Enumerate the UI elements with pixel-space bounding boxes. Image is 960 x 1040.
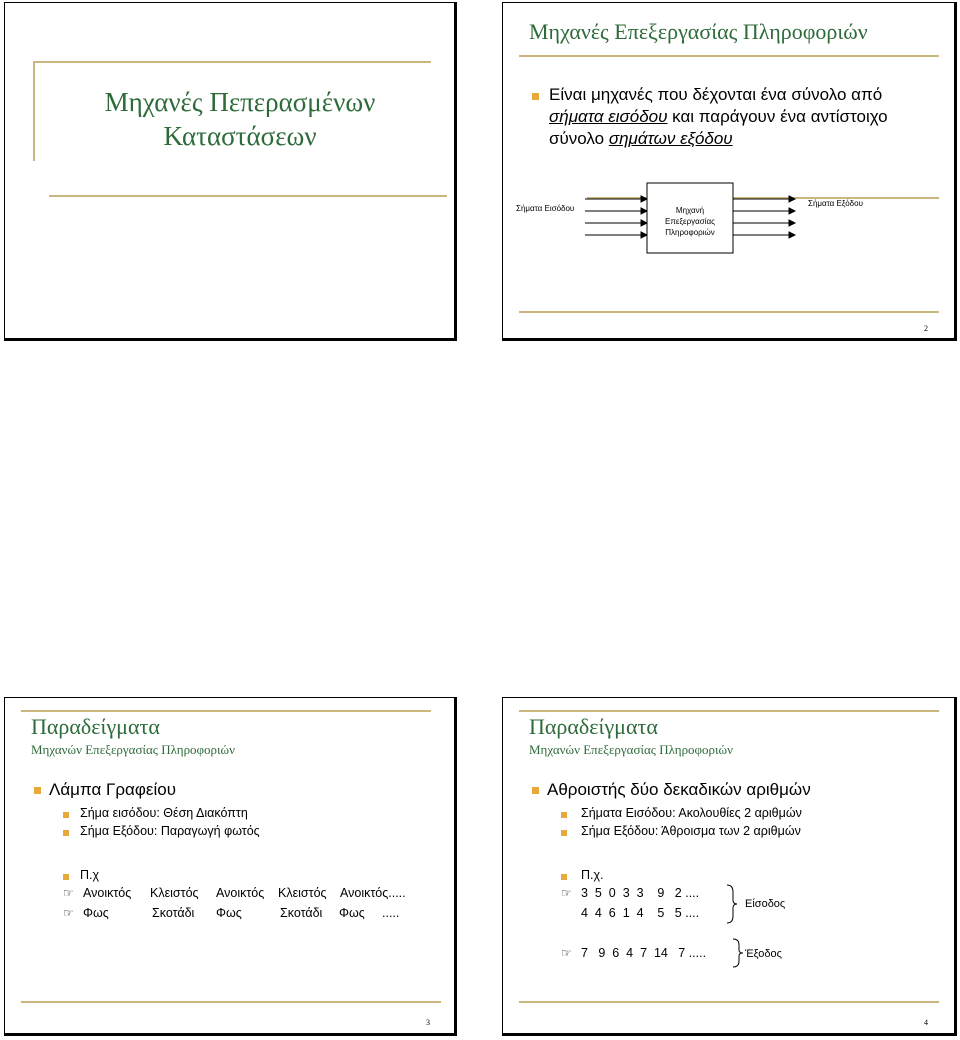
bullet-text [549,84,949,150]
row2-cell: Σκοτάδι [152,906,195,920]
slide-title [45,85,435,153]
sub-bullet-text-1: Σήματα Εισόδου: Ακολουθίες 2 αριθμών [581,806,802,820]
sub-bullet-text-2: Σήμα Εξόδου: Άθροισμα των 2 αριθμών [581,824,801,838]
sub-bullet-icon [63,812,69,818]
slide-1 [4,2,457,341]
sub-bullet-icon [561,812,567,818]
pointing-hand-icon: ☞ [63,906,74,920]
bullet-line-2 [549,106,949,128]
page-number: 2 [924,324,928,333]
slide-subtitle: Μηχανών Επεξεργασίας Πληροφοριών [529,742,733,757]
example-label: Π.χ [80,868,100,882]
decor-top-line [33,61,431,63]
sub-bullet-icon [63,874,69,880]
input-brace [725,884,739,924]
row1-cell: Ανοικτός [216,886,265,900]
slide-4 [502,697,957,1036]
pointing-hand-icon: ☞ [561,886,572,900]
bullet-line-3-plain: σύνολο [549,129,609,148]
input-brace-label: Είσοδος [745,898,786,910]
machine-box-line-3: Πληροφοριών [665,228,715,237]
bullet-main-text: Αθροιστής δύο δεκαδικών αριθμών [547,780,811,799]
slide-2 [502,2,957,341]
row2-cell: ..... [382,906,400,920]
machine-box-label [647,205,733,238]
output-row: 7 9 6 4 7 14 7 ..... [581,946,707,960]
decor-bottom-line [49,195,447,197]
sub-bullet-icon [561,830,567,836]
slide-title: Μηχανές Επεξεργασίας Πληροφοριών [529,19,868,44]
output-brace [731,938,745,968]
sub-bullet-text-1: Σήμα εισόδου: Θέση Διακόπτη [80,806,248,820]
page-number: 4 [924,1018,928,1027]
example-label: Π.χ. [581,868,604,882]
decor-vertical-line [33,61,35,161]
slide-title-line-2: Καταστάσεων [163,121,317,151]
slide-title-line-1: Μηχανές Πεπερασμένων [104,87,376,117]
decor-footer-line [519,1001,939,1003]
row1-cell: Ανοικτός..... [340,886,406,900]
pointing-hand-icon: ☞ [561,946,572,960]
decor-title-underline [519,710,939,712]
bullet-icon [34,787,41,794]
input-row-2: 4 4 6 1 4 5 5 .... [581,906,700,920]
input-arrows [585,196,647,238]
bullet-icon [532,787,539,794]
slide-3 [4,697,457,1036]
input-row-1: 3 5 0 3 3 9 2 .... [581,886,700,900]
machine-box-line-1: Μηχανή [675,206,705,215]
pointing-hand-icon: ☞ [63,886,74,900]
slide-title: Παραδείγματα [31,714,160,739]
slide-subtitle: Μηχανών Επεξεργασίας Πληροφοριών [31,742,235,757]
row1-cell: Ανοικτός [83,886,132,900]
output-signals-term: σημάτων εξόδου [608,129,733,148]
slide-title: Παραδείγματα [529,714,658,739]
decor-footer-line [21,1001,441,1003]
output-arrows [733,196,795,238]
sub-bullet-icon [561,874,567,880]
row2-cell: Φως [339,906,365,920]
row2-cell: Σκοτάδι [280,906,323,920]
bullet-line-1: Είναι μηχανές που δέχονται ένα σύνολο από [549,85,883,104]
input-signals-label: Σήματα Εισόδου [516,204,575,213]
row1-cell: Κλειστός [150,886,199,900]
row2-cell: Φως [83,906,109,920]
row2-cell: Φως [216,906,242,920]
page-number: 3 [426,1018,430,1027]
output-signals-label: Σήματα Εξόδου [808,199,863,208]
sub-bullet-text-2: Σήμα Εξόδου: Παραγωγή φωτός [80,824,260,838]
bullet-line-3 [549,128,949,150]
bullet-line-2-rest: και παράγουν ένα αντίστοιχο [667,107,888,126]
machine-box-line-2: Επεξεργασίας [665,217,715,226]
output-brace-label: Έξοδος [745,948,782,960]
row1-cell: Κλειστός [278,886,327,900]
input-signals-term: σήματα εισόδου [549,107,668,126]
bullet-main-text: Λάμπα Γραφείου [49,780,177,799]
decor-footer-line [519,311,939,313]
bullet-icon [532,93,539,100]
decor-title-underline [519,55,939,57]
decor-title-underline [21,710,431,712]
sub-bullet-icon [63,830,69,836]
